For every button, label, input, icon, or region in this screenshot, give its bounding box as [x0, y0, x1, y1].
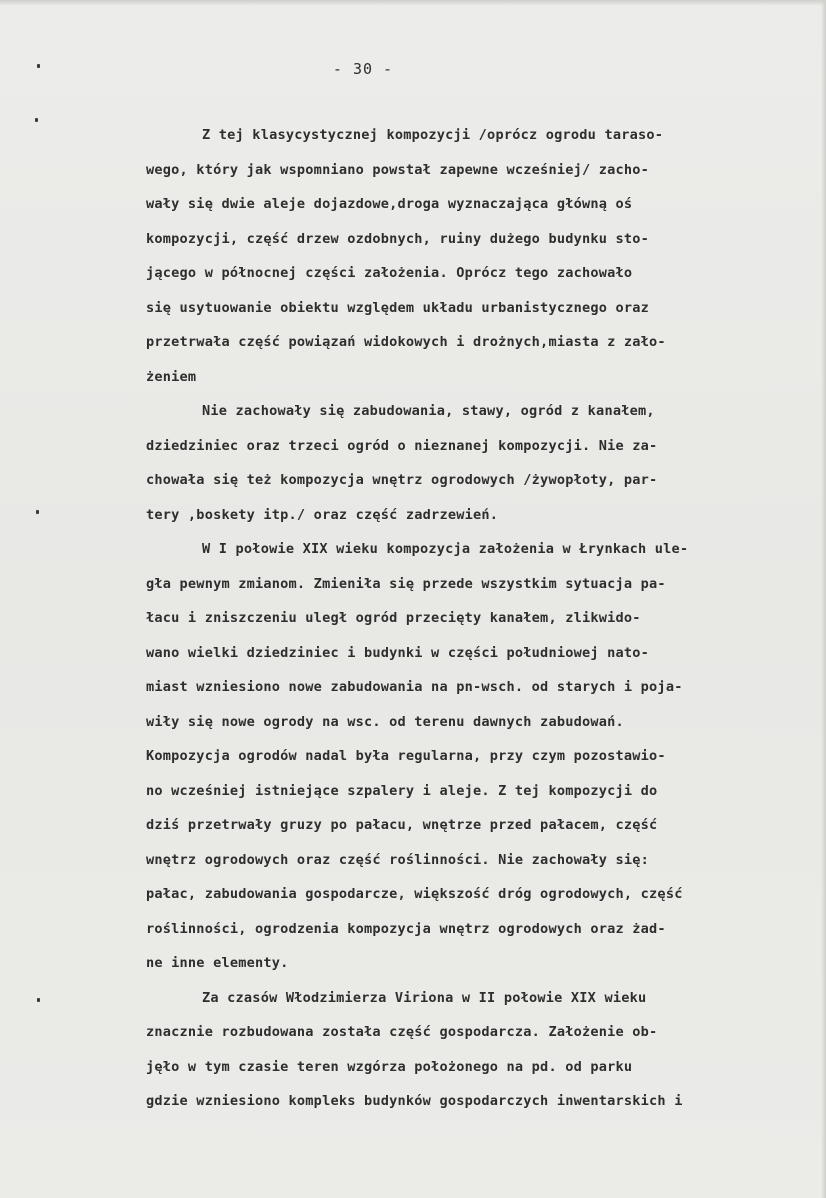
- text-line: chowała się też kompozycja wnętrz ogrodowych /żywopłoty, par-: [146, 472, 658, 488]
- text-line: łacu i zniszczeniu uległ ogród przecięty kanałem, zlikwido-: [146, 610, 641, 626]
- page-edge-shadow: [821, 0, 826, 1198]
- text-line: pałac, zabudowania gospodarcze, większość dróg ogrodowych, część: [146, 886, 683, 902]
- text-line: wały się dwie aleje dojazdowe,droga wyznaczająca główną oś: [146, 196, 633, 212]
- text-line: tery ,boskety itp./ oraz część zadrzewień.: [146, 506, 499, 523]
- paragraph: [146, 118, 786, 394]
- punch-hole-mark: [37, 998, 40, 1002]
- text-line: wano wielki dziedziniec i budynki w części południowej nato-: [146, 644, 650, 661]
- text-line: Kompozycja ogrodów nadal była regularna, przy czym pozostawio-: [146, 748, 666, 764]
- text-line: wnętrz ogrodowych oraz część roślinności. Nie zachowały się:: [146, 851, 650, 868]
- text-line: dziedziniec oraz trzeci ogród o nieznanej kompozycji. Nie za-: [146, 437, 658, 454]
- text-line: żeniem: [146, 368, 197, 385]
- text-line: dziś przetrwały gruzy po pałacu, wnętrze przed pałacem, część: [146, 817, 658, 833]
- text-line: jącego w północnej części założenia. Oprócz tego zachowało: [146, 265, 633, 281]
- page-number: - 30 -: [332, 60, 394, 78]
- text-line: przetrwała część powiązań widokowych i drożnych,miasta z zało-: [146, 334, 666, 350]
- text-line: ne inne elementy.: [146, 955, 289, 971]
- text-line: gła pewnym zmianom. Zmieniła się przede wszystkim sytuacja pa-: [146, 575, 666, 592]
- text-line: no wcześniej istniejące szpalery i aleje. Z tej kompozycji do: [146, 782, 658, 799]
- paragraph: [146, 981, 786, 1119]
- text-line: Za czasów Włodzimierza Viriona w II połowie XIX wieku: [202, 989, 647, 1006]
- text-line: Nie zachowały się zabudowania, stawy, ogród z kanałem,: [202, 403, 655, 419]
- text-line: Z tej klasycystycznej kompozycji /oprócz ogrodu taraso-: [202, 127, 664, 143]
- text-line: jęło w tym czasie teren wzgórza położonego na pd. od parku: [146, 1058, 633, 1075]
- text-line: W I połowie XIX wieku kompozycja założenia w Łrynkach ule-: [202, 541, 689, 557]
- paragraph: [146, 532, 786, 981]
- text-line: wiły się nowe ogrody na wsc. od terenu dawnych zabudowań.: [146, 713, 624, 730]
- text-line: miast wzniesiono nowe zabudowania na pn-wsch. od starych i poja-: [146, 679, 683, 695]
- paragraph: [146, 394, 786, 532]
- text-line: gdzie wzniesiono kompleks budynków gospodarczych inwentarskich i: [146, 1093, 683, 1109]
- typewritten-text: [146, 118, 786, 1119]
- text-line: znacznie rozbudowana została część gospodarcza. Założenie ob-: [146, 1024, 658, 1040]
- text-line: się usytuowanie obiektu względem układu urbanistycznego oraz: [146, 299, 650, 316]
- page-edge-shadow: [0, 0, 826, 6]
- punch-hole-mark: [36, 510, 39, 514]
- text-line: wego, który jak wspomniano powstał zapewne wcześniej/ zacho-: [146, 161, 650, 178]
- punch-hole-mark: [35, 118, 38, 122]
- text-line: kompozycji, część drzew ozdobnych, ruiny dużego budynku sto-: [146, 230, 650, 247]
- text-line: roślinności, ogrodzenia kompozycja wnętrz ogrodowych oraz żad-: [146, 920, 666, 937]
